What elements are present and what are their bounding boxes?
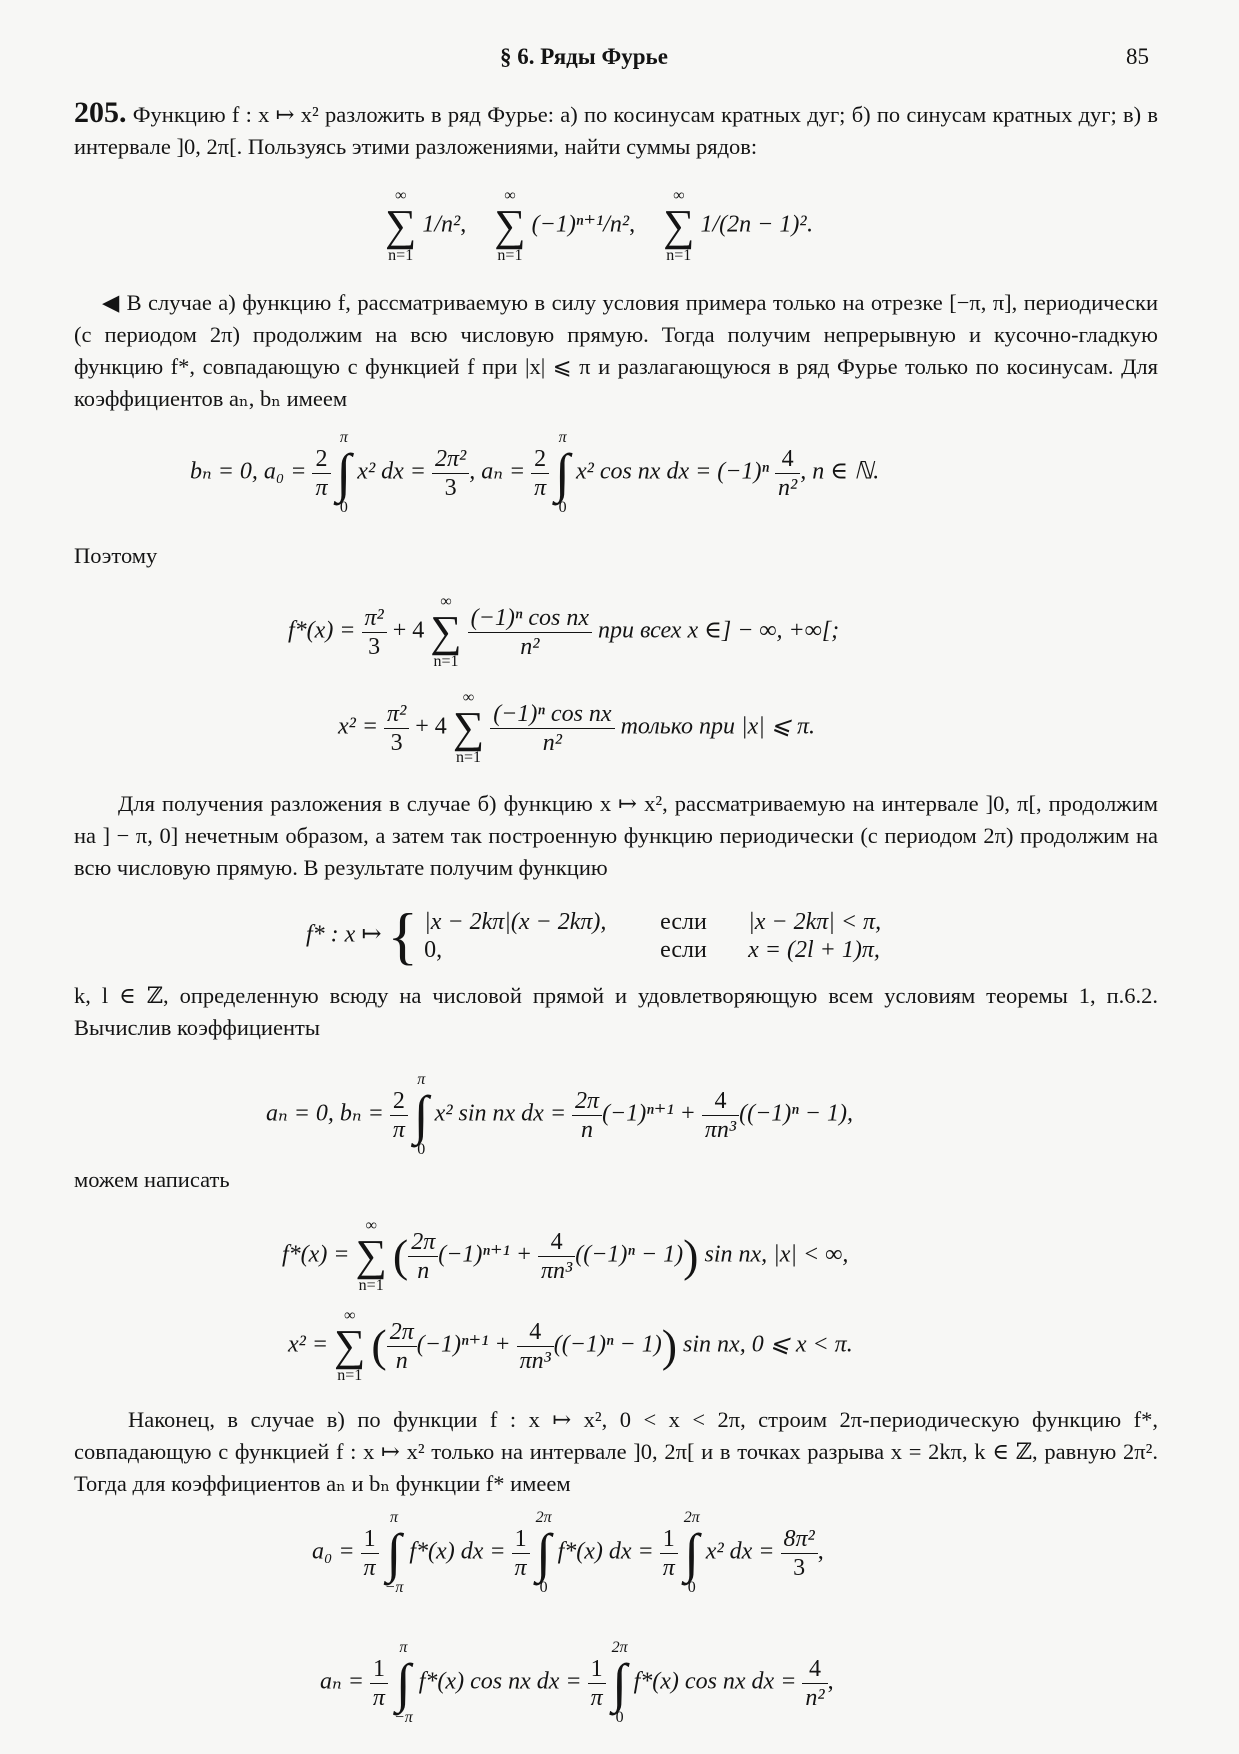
series-term-3: 1/(2n − 1)² <box>700 211 807 238</box>
page-number: 85 <box>1126 44 1149 69</box>
series-term-2: (−1)ⁿ⁺¹/n² <box>531 211 630 238</box>
section-title: § 6. Ряды Фурье <box>500 44 668 69</box>
solution-para-c: Наконец, в случае в) по функции f : x ↦ x², 0 < x < 2π, строим 2π-периодическую функцию f*, совпадающую с функцией f : x ↦ x² только на интервале ]0, 2π[ и в точках разрыва x = 2kπ, k ∈ ℤ, равную 2π². Тогда для коэффициентов aₙ и bₙ функции f* имеем <box>74 1407 1158 1496</box>
solution-para-b: Для получения разложения в случае б) функцию x ↦ x², рассматриваемую на интервале ]0, π[, продолжим на ] − π, 0] нечетным образом, а затем так построенную функцию периодически (с периодом 2π) продолжим на всю числовую прямую. В результате получим функцию <box>74 791 1158 880</box>
eq-fstar-a: f*(x) = $\frac{\text{π²}}{3}$ + 4 ∞ ∑ n=1 $\frac{\text{(−1)ⁿ cos nx}}{\text{n²}}$ при всех x ∈] − ∞, +∞[; <box>288 593 840 670</box>
eq-coeffs-b: aₙ = 0, bₙ = $\frac{2}{\pi}$ π ∫ 0 x² sin nx dx = $\frac{2\pi}{n}$ (−1)ⁿ⁺¹ + $\frac{4}{\text{πn³}}$ ((−1)ⁿ − 1), <box>266 1071 853 1158</box>
eq-piecewise: f* : x ↦ { |x − 2kπ|(x − 2kπ), если |x − 2kπ| < π, 0, если x = (2l + 1)π, <box>306 900 882 971</box>
solution-para-a: ◀ В случае а) функцию f, рассматриваемую в силу условия примера только на отрезке [−π, π], периодически (с периодом 2π) продолжим на всю числовую прямую. Тогда получим непрерывную и кусочно-гладкую функцию f*, совпадающую с функцией f при |x| ⩽ π и разлагающуюся в ряд Фурье только по косинусам. Для коэффициентов aₙ, bₙ имеем <box>74 290 1158 411</box>
eq-x2-a: x² = $\frac{\text{π²}}{3}$ + 4 ∞ ∑ n=1 $\frac{\text{(−1)ⁿ cos nx}}{\text{n²}}$ только при |x| ⩽ π. <box>338 689 815 766</box>
series-term-1: 1/n² <box>422 211 461 238</box>
problem-text: Функцию f : x ↦ x² разложить в ряд Фурье: а) по косинусам кратных дуг; б) по синусам кратных дуг; в) в интервале ]0, 2π[. Пользуясь этими разложениями, найти суммы рядов: <box>74 102 1159 159</box>
eq-fstar-b: f*(x) = ∞ ∑ n=1 ( $\frac{2\pi}{n}$ (−1)ⁿ⁺¹ + $\frac{4}{\text{πn³}}$ ((−1)ⁿ − 1)) sin nx, |x| < ∞, <box>282 1217 849 1294</box>
eq-a0-c: a₀ = $\frac{1}{\pi}$ π ∫ −π f*(x) dx = $\frac{1}{\pi}$ 2π ∫ 0 f*(x) dx = $\frac{1}{\pi}$ 2π ∫ 0 x² dx = $\frac{\text{8π²}}{3}$ , <box>312 1509 824 1596</box>
we-can-write-label: можем написать <box>74 1167 230 1192</box>
eq-an-c: aₙ = $\frac{1}{\pi}$ π ∫ −π f*(x) cos nx dx = $\frac{1}{\pi}$ 2π ∫ 0 f*(x) cos nx dx = $\frac{4}{\text{n²}}$ , <box>320 1639 834 1726</box>
problem-statement <box>74 97 1158 163</box>
eq-coeffs-a: bₙ = 0, a₀ = $\frac{2}{\pi}$ π ∫ 0 x² dx = $\frac{\text{2π²}}{3}$ , aₙ = $\frac{2}{\pi}$ π ∫ 0 x² cos nx dx = (−1)ⁿ $\frac{4}{\text{n²}}$ , n ∈ ℕ. <box>190 429 880 516</box>
solution-para-b2: k, l ∈ ℤ, определенную всюду на числовой прямой и удовлетворяющую всем условиям теоремы 1, п.6.2. Вычислив коэффициенты <box>74 983 1158 1040</box>
therefore-label: Поэтому <box>74 543 158 568</box>
eq-x2-b: x² = ∞ ∑ n=1 ( $\frac{2\pi}{n}$ (−1)ⁿ⁺¹ + $\frac{4}{\text{πn³}}$ ((−1)ⁿ − 1)) sin nx, 0 ⩽ x < π. <box>288 1307 853 1384</box>
problem-number: 205. <box>74 96 127 129</box>
series-list: ∞ ∑ n=1 1/n², ∞ ∑ n=1 (−1)ⁿ⁺¹/n², ∞ ∑ n=1 1/(2n − 1)². <box>385 187 813 264</box>
